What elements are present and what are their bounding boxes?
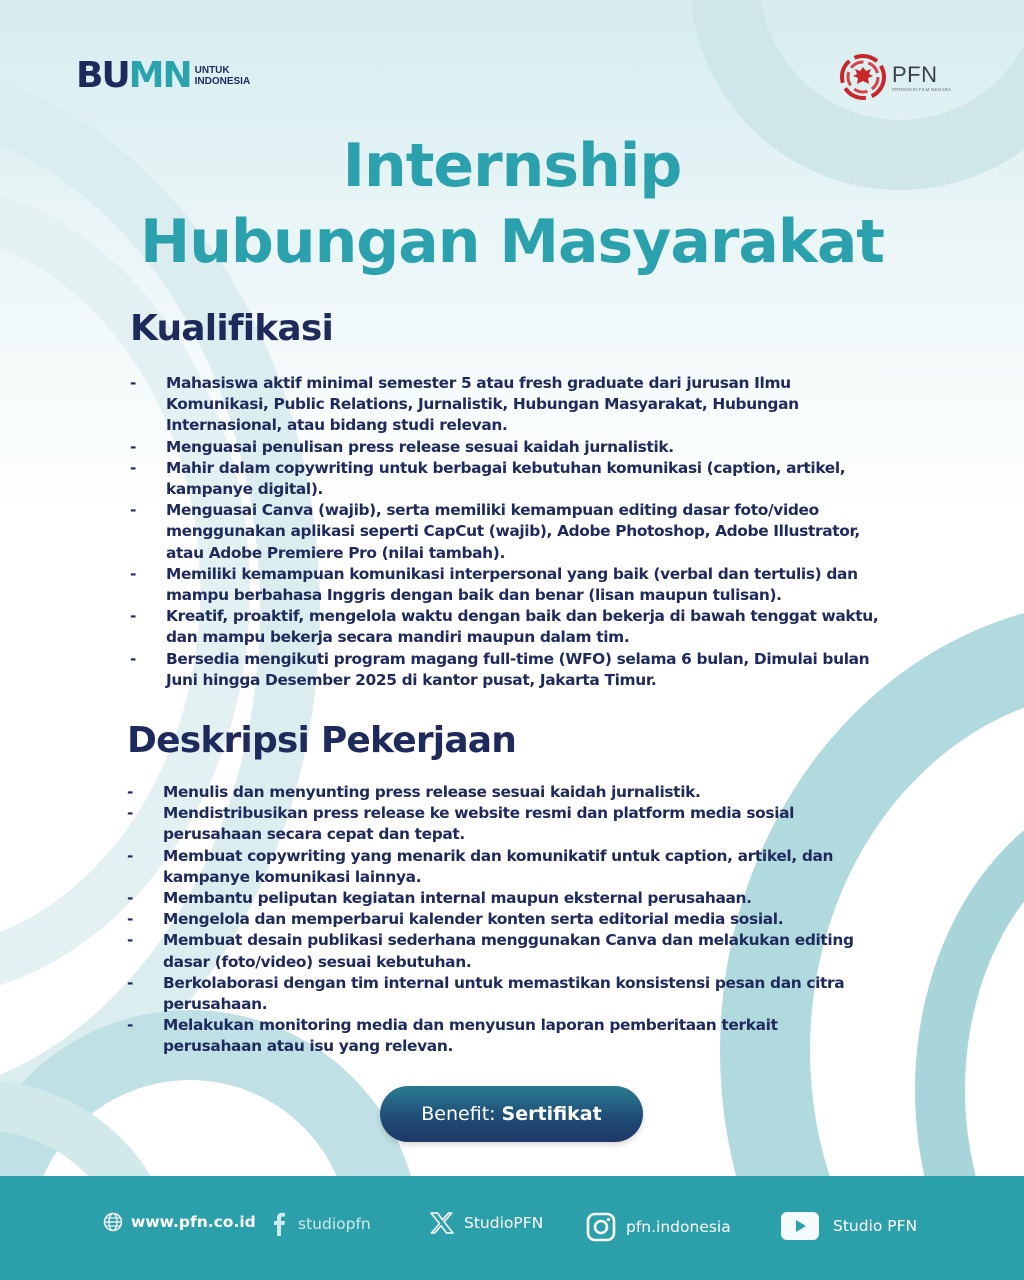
- bumn-subtitle-line2: INDONESIA: [194, 76, 251, 87]
- bullet-dash: -: [127, 783, 134, 801]
- list-item-text: Membuat copywriting yang menarik dan komunikatif untuk caption, artikel, dan kampanye komunikasi lainnya.: [163, 846, 834, 886]
- qualifications-heading: Kualifikasi: [130, 308, 334, 349]
- bullet-dash: -: [130, 458, 137, 477]
- x-icon: [430, 1212, 454, 1234]
- youtube-icon: [781, 1212, 819, 1240]
- bullet-dash: -: [130, 607, 137, 626]
- garuda-emblem-icon: [838, 52, 888, 102]
- list-item: [127, 973, 867, 1015]
- pfn-tagline: PRODUKSI FILM NEGARA: [892, 86, 952, 92]
- footer-link-website[interactable]: [103, 1212, 256, 1232]
- list-item: [130, 649, 890, 691]
- pfn-name: PFN: [892, 61, 938, 87]
- list-item-text: Bersedia mengikuti program magang full-time (WFO) selama 6 bulan, Dimulai bulan Juni hingga Desember 2025 di kantor pusat, Jakarta Timur.: [166, 649, 870, 689]
- pfn-logo-text: [892, 63, 951, 92]
- qualifications-list: [130, 373, 890, 691]
- list-item: [130, 564, 890, 606]
- bullet-dash: -: [127, 910, 134, 929]
- bumn-subtitle-line1: UNTUK: [194, 65, 230, 76]
- bumn-logo-subtitle: [195, 65, 251, 87]
- bumn-mark-mn: MN: [128, 55, 191, 96]
- page-title: [0, 128, 1024, 280]
- footer-link-label: studiopfn: [298, 1215, 371, 1233]
- list-item-text: Kreatif, proaktif, mengelola waktu dengan baik dan bekerja di bawah tenggat waktu, dan mampu bekerja secara mandiri maupun dalam tim.: [166, 607, 879, 647]
- job-description-list: [127, 782, 867, 1058]
- facebook-icon: [272, 1212, 286, 1236]
- list-item: [127, 803, 867, 845]
- bullet-dash: -: [127, 973, 134, 992]
- benefit-value: Sertifikat: [501, 1103, 602, 1125]
- list-item-text: Menguasai penulisan press release sesuai kaidah jurnalistik.: [166, 437, 674, 456]
- list-item: [130, 373, 890, 437]
- list-item: [130, 500, 890, 564]
- list-item-text: Melakukan monitoring media dan menyusun laporan pemberitaan terkait perusahaan atau isu yang relevan.: [163, 1016, 778, 1056]
- bullet-dash: -: [130, 374, 137, 392]
- bumn-logo: [76, 55, 251, 96]
- footer-link-youtube[interactable]: [781, 1212, 917, 1240]
- list-item-text: Memiliki kemampuan komunikasi interpersonal yang baik (verbal dan tertulis) dan mampu berbahasa Inggris dengan baik dan benar (lisan maupun tulisan).: [166, 564, 858, 605]
- list-item: [127, 846, 867, 888]
- bullet-dash: -: [130, 564, 137, 583]
- bullet-dash: -: [130, 649, 137, 668]
- bullet-dash: -: [130, 437, 137, 456]
- instagram-icon: [586, 1212, 616, 1242]
- list-item: [127, 930, 867, 972]
- list-item-text: Mengelola dan memperbarui kalender konten serta editorial media sosial.: [163, 910, 784, 929]
- pfn-logo: [838, 52, 951, 102]
- bumn-logo-mark: [76, 55, 191, 96]
- list-item-text: Membantu peliputan kegiatan internal maupun eksternal perusahaan.: [163, 889, 752, 908]
- list-item: [127, 888, 867, 909]
- footer-link-x[interactable]: [430, 1212, 543, 1234]
- bullet-dash: -: [127, 846, 134, 865]
- bullet-dash: -: [127, 1016, 134, 1035]
- bullet-dash: -: [130, 501, 137, 520]
- globe-icon: [103, 1212, 123, 1232]
- list-item: [127, 1015, 867, 1057]
- footer-link-facebook[interactable]: [272, 1212, 371, 1236]
- bumn-mark-bu: BU: [76, 55, 129, 96]
- list-item-text: Mahasiswa aktif minimal semester 5 atau fresh graduate dari jurusan Ilmu Komunikasi, Public Relations, Jurnalistik, Hubungan Masyarakat, Hubungan Internasional, atau bidang studi relevan.: [166, 374, 799, 435]
- list-item: [130, 458, 890, 500]
- list-item-text: Mahir dalam copywriting untuk berbagai kebutuhan komunikasi (caption, artikel, kampanye digital).: [166, 458, 846, 499]
- list-item: [130, 606, 890, 648]
- list-item-text: Menguasai Canva (wajib), serta memiliki kemampuan editing dasar foto/video menggunakan aplikasi seperti CapCut (wajib), Adobe Photoshop, Adobe Illustrator, atau Adobe Premiere Pro (nilai tambah).: [166, 501, 860, 562]
- title-line-1: Internship: [342, 131, 682, 201]
- job-description-heading: Deskripsi Pekerjaan: [127, 720, 517, 761]
- list-item-text: Membuat desain publikasi sederhana menggunakan Canva dan melakukan editing dasar (foto/video) sesuai kebutuhan.: [163, 931, 854, 971]
- list-item-text: Mendistribusikan press release ke website resmi dan platform media sosial perusahaan secara cepat dan tepat.: [163, 804, 795, 844]
- bullet-dash: -: [127, 804, 134, 823]
- bullet-dash: -: [127, 931, 134, 950]
- benefit-badge: [380, 1086, 643, 1142]
- list-item: [127, 909, 867, 930]
- bullet-dash: -: [127, 889, 134, 908]
- list-item-text: Menulis dan menyunting press release sesuai kaidah jurnalistik.: [163, 783, 701, 801]
- list-item: [130, 437, 890, 458]
- list-item: [127, 782, 867, 803]
- footer-link-label: Studio PFN: [833, 1217, 918, 1235]
- footer-link-instagram[interactable]: [586, 1212, 731, 1242]
- footer-link-label: pfn.indonesia: [626, 1218, 731, 1236]
- benefit-label: Benefit:: [421, 1103, 496, 1125]
- footer-link-label: StudioPFN: [464, 1214, 544, 1232]
- list-item-text: Berkolaborasi dengan tim internal untuk memastikan konsistensi pesan dan citra perusahaan.: [163, 973, 845, 1014]
- title-line-2: Hubungan Masyarakat: [139, 207, 884, 277]
- footer-link-label: www.pfn.co.id: [131, 1213, 256, 1231]
